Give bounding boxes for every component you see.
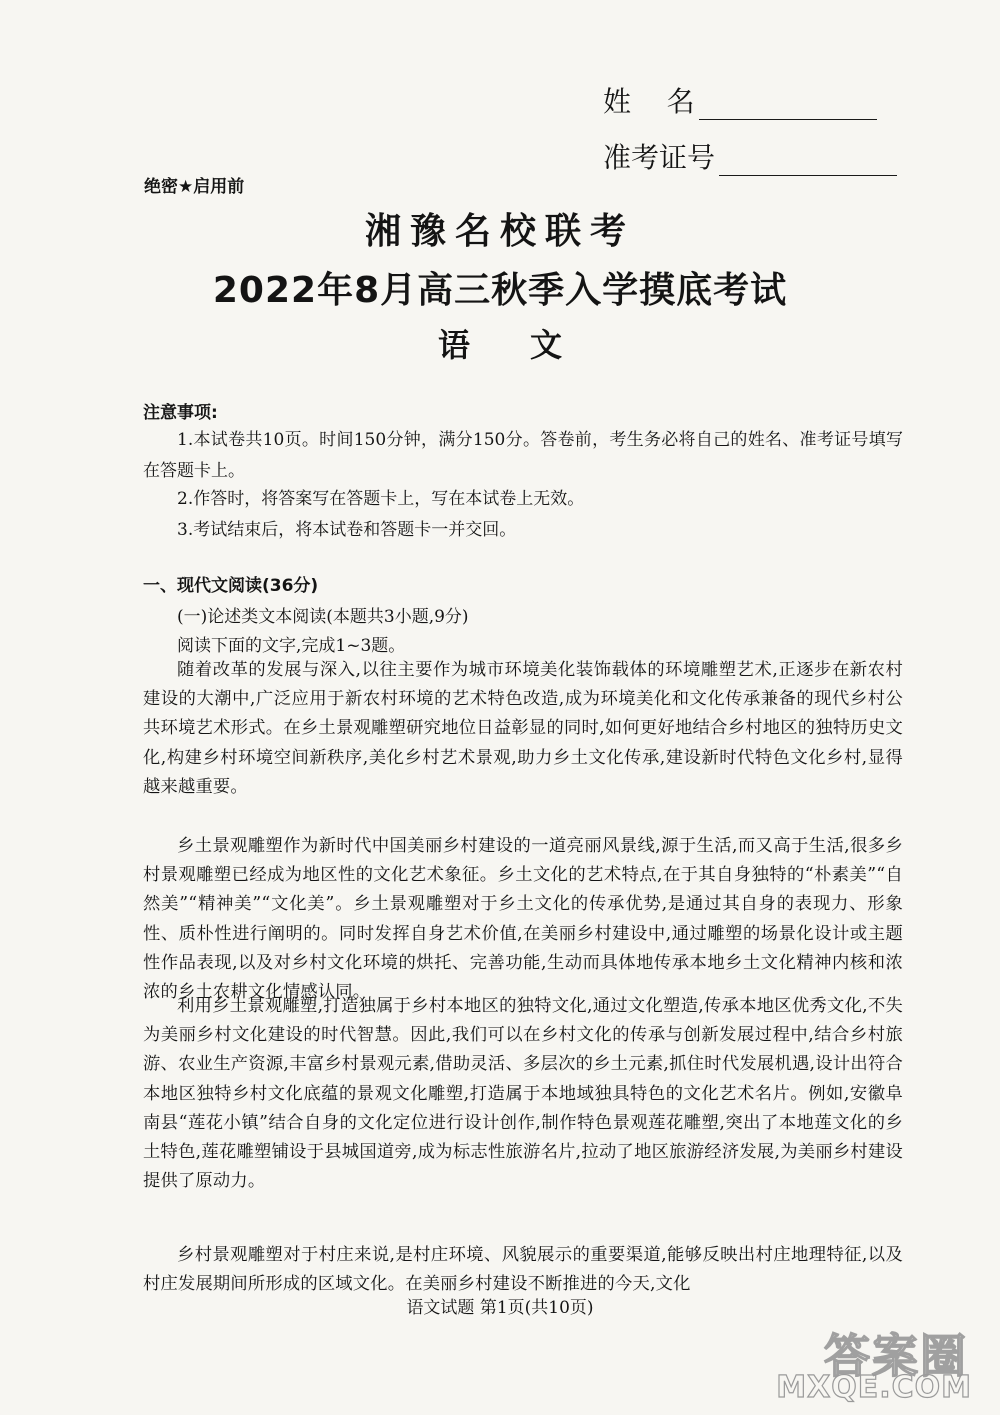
notice-item-3: 3.考试结束后，将本试卷和答题卡一并交回。	[177, 520, 517, 540]
subject-char-a: 语	[437, 326, 470, 364]
reading-instruction: 阅读下面的文字,完成1~3题。	[177, 636, 406, 656]
subject-char-b: 文	[530, 326, 563, 364]
watermark-logo-text: 答案圈	[824, 1329, 968, 1383]
subject-title	[0, 320, 1000, 366]
notice-item-1: 1.本试卷共10页。时间150分钟，满分150分。答卷前，考生务必将自己的姓名、准考证号填写在答题卡上。	[143, 430, 903, 481]
ticket-label: 准考证号	[603, 141, 716, 174]
notice-item-2: 2.作答时，将答案写在答题卡上，写在本试卷上无效。	[177, 489, 585, 509]
exam-title: 2022年8月高三秋季入学摸底考试	[212, 270, 788, 311]
exam-union-title: 湘豫名校联考	[364, 211, 635, 252]
passage-paragraph-1: 随着改革的发展与深入,以往主要作为城市环境美化装饰载体的环境雕塑艺术,正逐步在新农村建设的大潮中,广泛应用于新农村环境的艺术特色改造,成为环境美化和文化传承兼备的现代乡村公共环境艺术形式。在乡土景观雕塑研究地位日益彰显的同时,如何更好地结合乡村地区的独特历史文化,构建乡村环境空间新秩序,美化乡村艺术景观,助力乡土文化传承,建设新时代特色文化乡村,显得越来越重要。	[143, 660, 903, 797]
ticket-blank-line[interactable]	[719, 149, 897, 176]
confidential-mark: 绝密★启用前	[144, 177, 245, 197]
ticket-field	[603, 136, 897, 176]
notice-heading: 注意事项:	[143, 403, 218, 423]
name-blank-line[interactable]	[699, 93, 877, 120]
subsection-heading: (一)论述类文本阅读(本题共3小题,9分)	[177, 607, 469, 627]
passage-paragraph-3: 利用乡土景观雕塑,打造独属于乡村本地区的独特文化,通过文化塑造,传承本地区优秀文化,不失为美丽乡村文化建设的时代智慧。因此,我们可以在乡村文化的传承与创新发展过程中,结合乡村旅游、农业生产资源,丰富乡村景观元素,借助灵活、多层次的乡土元素,抓住时代发展机遇,设计出符合本地区独特乡村文化底蕴的景观文化雕塑,打造属于本地域独具特色的文化艺术名片。例如,安徽阜南县“莲花小镇”结合自身的文化定位进行设计创作,制作特色景观莲花雕塑,突出了本地莲文化的乡土特色,莲花雕塑铺设于县城国道旁,成为标志性旅游名片,拉动了地区旅游经济发展,为美丽乡村建设提供了原动力。	[143, 996, 903, 1192]
page-footer: 语文试题 第1页(共10页)	[406, 1298, 594, 1318]
passage-paragraph-4: 乡村景观雕塑对于村庄来说,是村庄环境、风貌展示的重要渠道,能够反映出村庄地理特征,以及村庄发展期间所形成的区域文化。在美丽乡村建设不断推进的今天,文化	[143, 1245, 903, 1295]
watermark-url: MXQE.COM	[776, 1370, 972, 1405]
name-label: 姓 名	[603, 85, 695, 118]
passage-paragraph-2: 乡土景观雕塑作为新时代中国美丽乡村建设的一道亮丽风景线,源于生活,而又高于生活,很多乡村景观雕塑已经成为地区性的文化艺术象征。乡土文化的艺术特点,在于其自身独特的“朴素美”“自然美”“精神美”“文化美”。乡土景观雕塑对于乡土文化的传承优势,是通过其自身的表现力、形象性、质朴性进行阐明的。同时发挥自身艺术价值,在美丽乡村建设中,通过雕塑的场景化设计或主题性作品表现,以及对乡村文化环境的烘托、完善功能,生动而具体地传承本地乡土文化精神内核和浓浓的乡土农耕文化情感认同。	[143, 836, 903, 1003]
name-field	[603, 80, 877, 120]
section-heading: 一、现代文阅读(36分)	[143, 576, 319, 596]
